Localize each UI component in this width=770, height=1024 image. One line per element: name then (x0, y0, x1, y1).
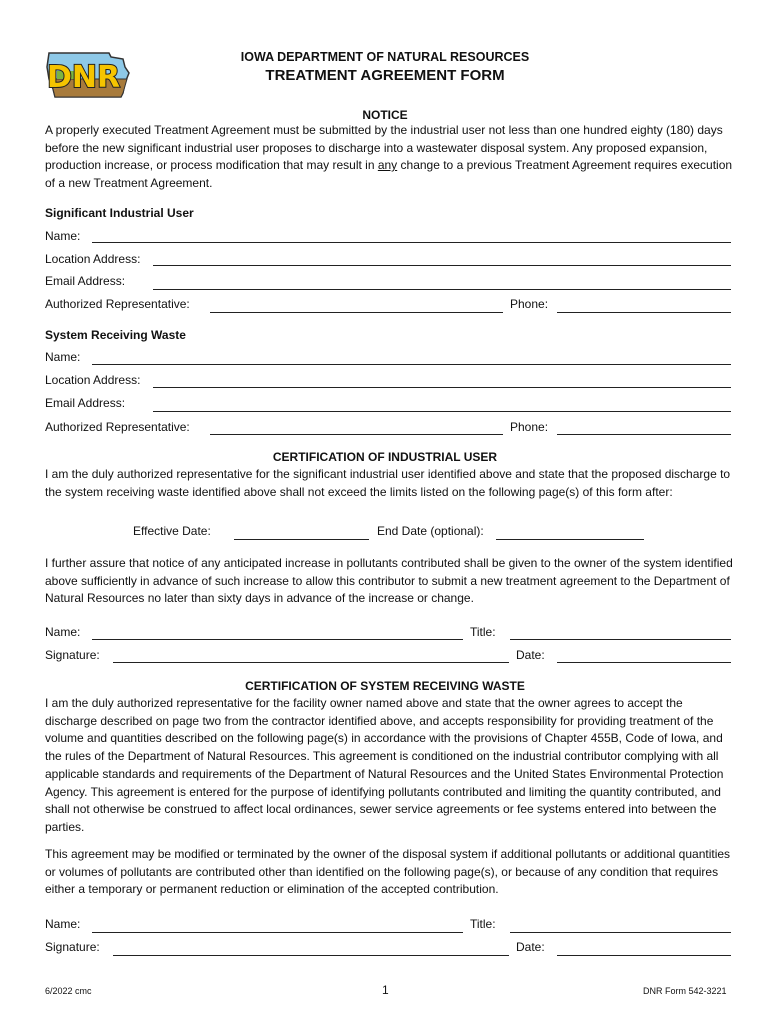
srw-location-label: Location Address: (45, 373, 141, 387)
srw-email-label: Email Address: (45, 396, 126, 410)
ciu-name-field[interactable] (92, 639, 463, 640)
siu-email-label: Email Address: (45, 274, 126, 288)
srw-name-field[interactable] (92, 364, 731, 365)
ciu-date-label: Date: (516, 648, 545, 662)
srw-email-field[interactable] (153, 411, 731, 412)
siu-name-label: Name: (45, 229, 81, 243)
end-date-label: End Date (optional): (377, 524, 484, 538)
srw-location-field[interactable] (153, 387, 731, 388)
cert-system-para2: This agreement may be modified or terminated by the owner of the disposal system if additional pollutants or additional quantities or volumes of pollutants are contributed other than identified on the following page(s), or because of any condition that requires either a temporary or permanent reduction or elimination of the accepted contribution. (45, 847, 731, 897)
csr-title-label: Title: (470, 917, 496, 931)
ciu-title-field[interactable] (510, 639, 731, 640)
csr-name-label: Name: (45, 917, 81, 931)
csr-date-field[interactable] (557, 955, 731, 956)
siu-rep-field[interactable] (210, 312, 503, 313)
csr-title-field[interactable] (510, 932, 731, 933)
srw-heading: System Receiving Waste (45, 328, 186, 342)
ciu-name-label: Name: (45, 625, 81, 639)
siu-location-field[interactable] (153, 265, 731, 266)
ciu-signature-field[interactable] (113, 662, 509, 663)
cert-industrial-heading: CERTIFICATION OF INDUSTRIAL USER (272, 450, 498, 464)
page-number: 1 (382, 983, 389, 997)
siu-phone-field[interactable] (557, 312, 731, 313)
notice-text: A properly executed Treatment Agreement must be submitted by the industrial user not less than one hundred eighty (180) days before the new significant industrial user proposes to discharge into a wastewater disposal system. Any proposed expansion, production increase, or process modification that may result in any change to a previous Treatment Agreement requires execution of a new Treatment Agreement. (45, 123, 733, 191)
notice-heading: NOTICE (362, 108, 408, 122)
department-name: IOWA DEPARTMENT OF NATURAL RESOURCES (240, 50, 530, 64)
ciu-signature-label: Signature: (45, 648, 100, 662)
siu-name-field[interactable] (92, 242, 731, 243)
ciu-date-field[interactable] (557, 662, 731, 663)
end-date-field[interactable] (496, 539, 644, 540)
srw-rep-field[interactable] (210, 434, 503, 435)
siu-location-label: Location Address: (45, 252, 141, 266)
cert-industrial-para2: I further assure that notice of any anticipated increase in pollutants contributed shall be given to the owner of the system identified above sufficiently in advance of such increase to allow this contributor to submit a new treatment agreement to the Department of Natural Resources no later than sixty days in advance of the increase or change. (45, 556, 733, 606)
revision-code: 6/2022 cmc (45, 986, 92, 996)
effective-date-field[interactable] (234, 539, 369, 540)
srw-phone-label: Phone: (510, 420, 549, 434)
siu-rep-label: Authorized Representative: (45, 297, 190, 311)
svg-text:DNR: DNR (47, 60, 121, 95)
csr-signature-field[interactable] (113, 955, 509, 956)
csr-date-label: Date: (516, 940, 545, 954)
siu-heading: Significant Industrial User (45, 206, 194, 220)
cert-system-heading: CERTIFICATION OF SYSTEM RECEIVING WASTE (245, 679, 525, 693)
srw-rep-label: Authorized Representative: (45, 420, 190, 434)
srw-phone-field[interactable] (557, 434, 731, 435)
effective-date-label: Effective Date: (133, 524, 211, 538)
form-number: DNR Form 542-3221 (643, 986, 727, 996)
cert-industrial-para1: I am the duly authorized representative for the significant industrial user identified above and state that the proposed discharge to the system receiving waste identified above shall not exceed the limits listed on the following page(s) of this form after: (45, 467, 731, 499)
csr-name-field[interactable] (92, 932, 463, 933)
cert-system-para1: I am the duly authorized representative for the facility owner named above and state that the owner agrees to accept the discharge described on page two from the contractor identified above, and accepts responsibility for providing treatment of the volume and quantities described on the following page(s) in accordance with the provisions of Chapter 455B, Code of Iowa, and the rules of the Department of Natural Resources. This agreement is conditioned on the industrial contributor complying with all applicable standards and requirements of the Department of Natural Resources and the United States Environmental Protection Agency. This agreement is entered for the purpose of identifying pollutants contributed and limiting the quantity contributed, and shall not otherwise be construed to affect local ordinances, sewer service agreements or fee systems entered into between the parties. (45, 696, 724, 834)
siu-email-field[interactable] (153, 289, 731, 290)
ciu-title-label: Title: (470, 625, 496, 639)
csr-signature-label: Signature: (45, 940, 100, 954)
srw-name-label: Name: (45, 350, 81, 364)
siu-phone-label: Phone: (510, 297, 549, 311)
form-title: TREATMENT AGREEMENT FORM (265, 67, 505, 84)
